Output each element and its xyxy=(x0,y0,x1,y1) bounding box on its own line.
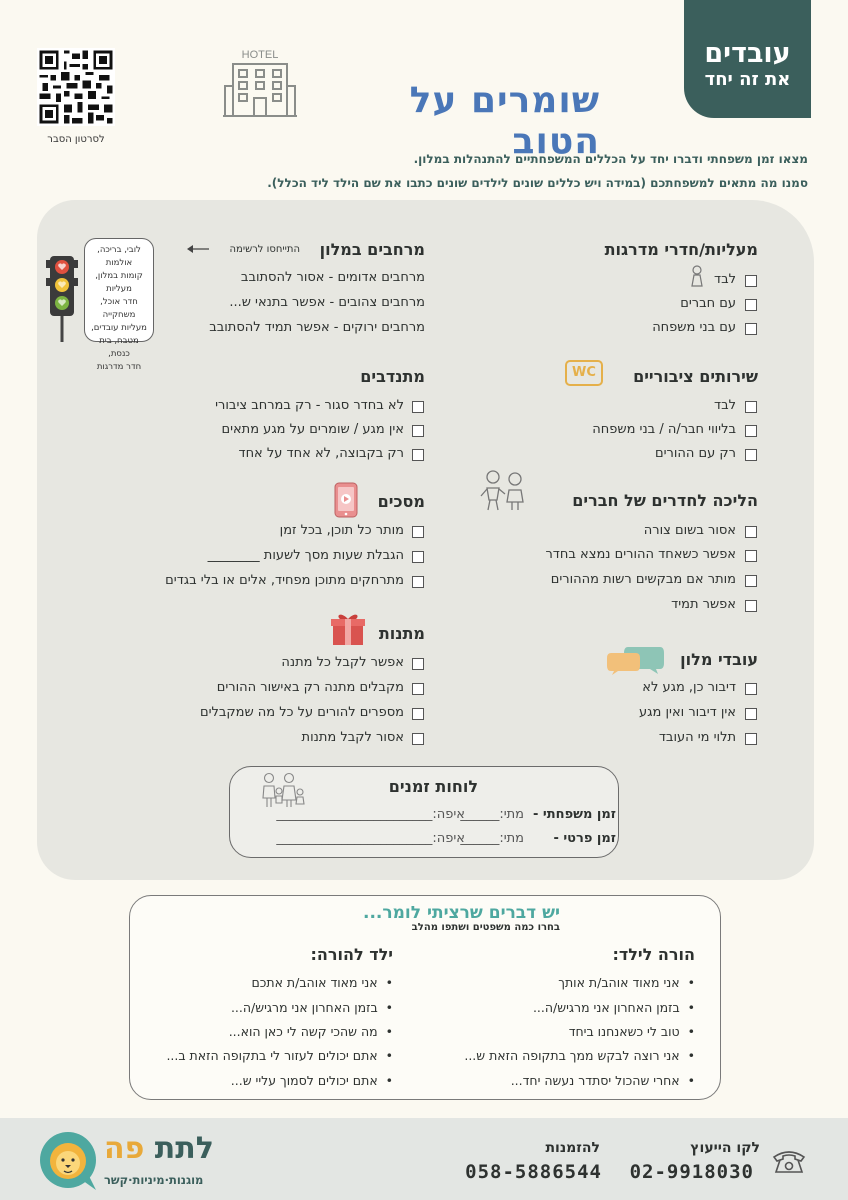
timetable-where-field[interactable]: איפה:________________________ xyxy=(276,831,465,846)
staff-checkbox[interactable] xyxy=(745,683,757,695)
parent-phrase: • אני רוצה לבקש ממך בתקופה הזאת ש... xyxy=(464,1048,695,1063)
page-title: שומרים על הטוב xyxy=(409,80,600,162)
lion-logo-icon xyxy=(38,1130,98,1192)
parent-phrase: • אני מאוד אוהב/ת אותך xyxy=(558,975,695,990)
toilets-option: רק עם ההורים xyxy=(655,446,736,461)
logo-wordmark: לתת פה xyxy=(104,1131,214,1166)
gift-icon xyxy=(330,611,366,647)
section-screens-title: מסכים xyxy=(377,492,425,511)
orders-phone[interactable]: 058-5886544 xyxy=(465,1161,602,1183)
badge-line2: את זה יחד xyxy=(704,69,791,90)
intro-line1: מצאו זמן משפחתי ודברו יחד על הכללים המשפחתיים להתנהלות במלון. xyxy=(413,152,808,166)
toilets-option: לבד xyxy=(713,398,736,413)
kids-icon xyxy=(478,468,530,512)
phrases-title: יש דברים שרציתי לומר... xyxy=(363,903,560,923)
gifts-option: אסור לקבל מתנות xyxy=(301,730,404,745)
elevators-option: עם חברים xyxy=(680,296,736,311)
staff-checkbox[interactable] xyxy=(745,708,757,720)
section-toilets-title: שירותים ציבוריים xyxy=(633,367,758,386)
staff-option: דיבור כן, מגע לא xyxy=(642,680,736,695)
parent-phrase: • טוב לי כשאנחנו ביחד xyxy=(568,1024,695,1039)
screens-option: מתרחקים מתוכן מפחיד, אלים או בלי בגדים xyxy=(165,573,404,588)
callout-line: חדר אוכל, משחקייה xyxy=(100,297,138,320)
section-spaces-title: מרחבים במלון xyxy=(319,240,425,259)
arrow-left-icon xyxy=(187,244,209,254)
elevators-checkbox[interactable] xyxy=(745,299,757,311)
intro-text xyxy=(128,147,808,195)
wc-icon: WC xyxy=(565,360,603,386)
gifts-checkbox[interactable] xyxy=(412,733,424,745)
screens-checkbox[interactable] xyxy=(412,576,424,588)
timetable-row-label: זמן משפחתי - xyxy=(533,807,616,822)
timetable-row-label: זמן פרטי - xyxy=(553,831,616,846)
family-icon xyxy=(258,772,306,808)
timetable-where-field[interactable]: איפה:________________________ xyxy=(276,807,465,822)
volunteers-option: אין מגע / שומרים על מגע מתאים xyxy=(221,422,404,437)
hotel-icon xyxy=(221,46,299,118)
parent-phrase: • אחרי שהכול יסתדר נעשה יחד... xyxy=(510,1073,695,1088)
screens-checkbox[interactable] xyxy=(412,551,424,563)
section-friends-title: הליכה לחדרים של חברים xyxy=(572,491,758,510)
child-phrase: • אני מאוד אוהב/ת אתכם xyxy=(251,975,393,990)
volunteers-checkbox[interactable] xyxy=(412,449,424,461)
spaces-option: מרחבים ירוקים - אפשר תמיד להסתובב xyxy=(209,320,425,335)
gifts-checkbox[interactable] xyxy=(412,708,424,720)
elevators-checkbox[interactable] xyxy=(745,275,757,287)
gifts-checkbox[interactable] xyxy=(412,658,424,670)
qr-caption: לסרטון הסבר xyxy=(47,134,105,145)
child-column-title: ילד להורה: xyxy=(310,945,393,964)
gifts-option: מקבלים מתנה רק באישור ההורים xyxy=(216,680,404,695)
badge-line1: עובדים xyxy=(704,38,791,69)
child-phrase: • מה שהכי קשה לי כאן הוא... xyxy=(228,1024,393,1039)
phone-icon xyxy=(332,482,360,518)
friends-checkbox[interactable] xyxy=(745,526,757,538)
staff-option: אין דיבור ואין מגע xyxy=(639,705,736,720)
toilets-checkbox[interactable] xyxy=(745,425,757,437)
hotel-sign-text: HOTEL xyxy=(241,49,279,61)
toilets-checkbox[interactable] xyxy=(745,449,757,461)
traffic-light-icon xyxy=(46,254,78,342)
child-icon xyxy=(688,264,706,288)
spaces-callout xyxy=(84,238,154,372)
child-phrase: • בזמן האחרון אני מרגיש/ה... xyxy=(230,1000,393,1015)
spaces-option: מרחבים אדומים - אסור להסתובב xyxy=(240,270,425,285)
child-phrase: • אתם יכולים לסמוך עליי ש... xyxy=(230,1073,393,1088)
staff-checkbox[interactable] xyxy=(745,733,757,745)
callout-line: לובי, בריכה, אולמות xyxy=(97,245,141,268)
intro-line2: סמנו מה מתאים למשפחתכם (במידה ויש כללים שונים לילדים שונים כתבו את שם הילד ליד הכלל). xyxy=(267,176,808,190)
header-badge xyxy=(684,0,811,118)
logo-tagline: מוגנות·מיניות·קשר xyxy=(104,1173,204,1187)
gifts-checkbox[interactable] xyxy=(412,683,424,695)
staff-option: תלוי מי העובד xyxy=(658,730,736,745)
qr-code-icon[interactable] xyxy=(37,48,115,126)
timetable-title: לוחות זמנים xyxy=(388,777,478,796)
callout-line: קומות במלון, מעליות xyxy=(95,271,143,294)
support-label: לקו הייעוץ xyxy=(690,1140,760,1156)
friends-option: אפשר כשאחד ההורים נמצא בחדר xyxy=(545,547,736,562)
screens-checkbox[interactable] xyxy=(412,526,424,538)
volunteers-checkbox[interactable] xyxy=(412,425,424,437)
elevators-option: עם בני משפחה xyxy=(652,320,736,335)
elevators-option: לבד xyxy=(713,272,736,287)
telephone-icon xyxy=(772,1148,806,1174)
timetable-when-field[interactable]: מתי:______ xyxy=(460,831,524,846)
friends-option: אסור בשום צורה xyxy=(643,523,736,538)
friends-option: מותר אם מבקשים רשות מההורים xyxy=(550,572,736,587)
gifts-option: אפשר לקבל כל מתנה xyxy=(281,655,404,670)
friends-checkbox[interactable] xyxy=(745,575,757,587)
support-phone[interactable]: 02-9918030 xyxy=(629,1161,754,1183)
callout-line: מטבח, בית כנסת, xyxy=(99,336,139,359)
gifts-option: מספרים להורים על כל מה שמקבלים xyxy=(199,705,404,720)
toilets-checkbox[interactable] xyxy=(745,401,757,413)
screens-option: מותר כל תוכן, בכל זמן xyxy=(279,523,404,538)
section-elevators-title: מעליות/חדרי מדרגות xyxy=(604,240,758,259)
section-volunteers-title: מתנדבים xyxy=(360,367,425,386)
spaces-option: מרחבים צהובים - אפשר בתנאי ש... xyxy=(229,295,425,310)
screens-option: הגבלת שעות מסך לשעות ________ xyxy=(207,548,404,563)
parent-phrase: • בזמן האחרון אני מרגיש/ה... xyxy=(532,1000,695,1015)
callout-line: חדר מדרגות xyxy=(96,362,142,372)
child-phrase: • אתם יכולים לעזור לי בתקופה הזאת ב... xyxy=(166,1048,393,1063)
orders-label: להזמנות xyxy=(545,1140,600,1156)
friends-checkbox[interactable] xyxy=(745,600,757,612)
parent-column-title: הורה לילד: xyxy=(612,945,695,964)
friends-option: אפשר תמיד xyxy=(671,597,736,612)
volunteers-option: לא בחדר סגור - רק במרחב ציבורי xyxy=(215,398,404,413)
volunteers-option: רק בקבוצה, לא אחד על אחד xyxy=(238,446,404,461)
speech-bubbles-icon xyxy=(606,643,666,675)
toilets-option: בליווי חבר/ה / בני משפחה xyxy=(592,422,736,437)
elevators-checkbox[interactable] xyxy=(745,323,757,335)
spaces-note: התייחסו לרשימה xyxy=(229,244,300,255)
phrases-subtitle: בחרו כמה משפטים ושתפו מהלב xyxy=(411,922,560,933)
callout-line: מעליות עובדים, xyxy=(91,323,147,333)
volunteers-checkbox[interactable] xyxy=(412,401,424,413)
section-gifts-title: מתנות xyxy=(378,624,425,643)
section-staff-title: עובדי מלון xyxy=(680,650,758,669)
timetable-when-field[interactable]: מתי:______ xyxy=(460,807,524,822)
friends-checkbox[interactable] xyxy=(745,550,757,562)
